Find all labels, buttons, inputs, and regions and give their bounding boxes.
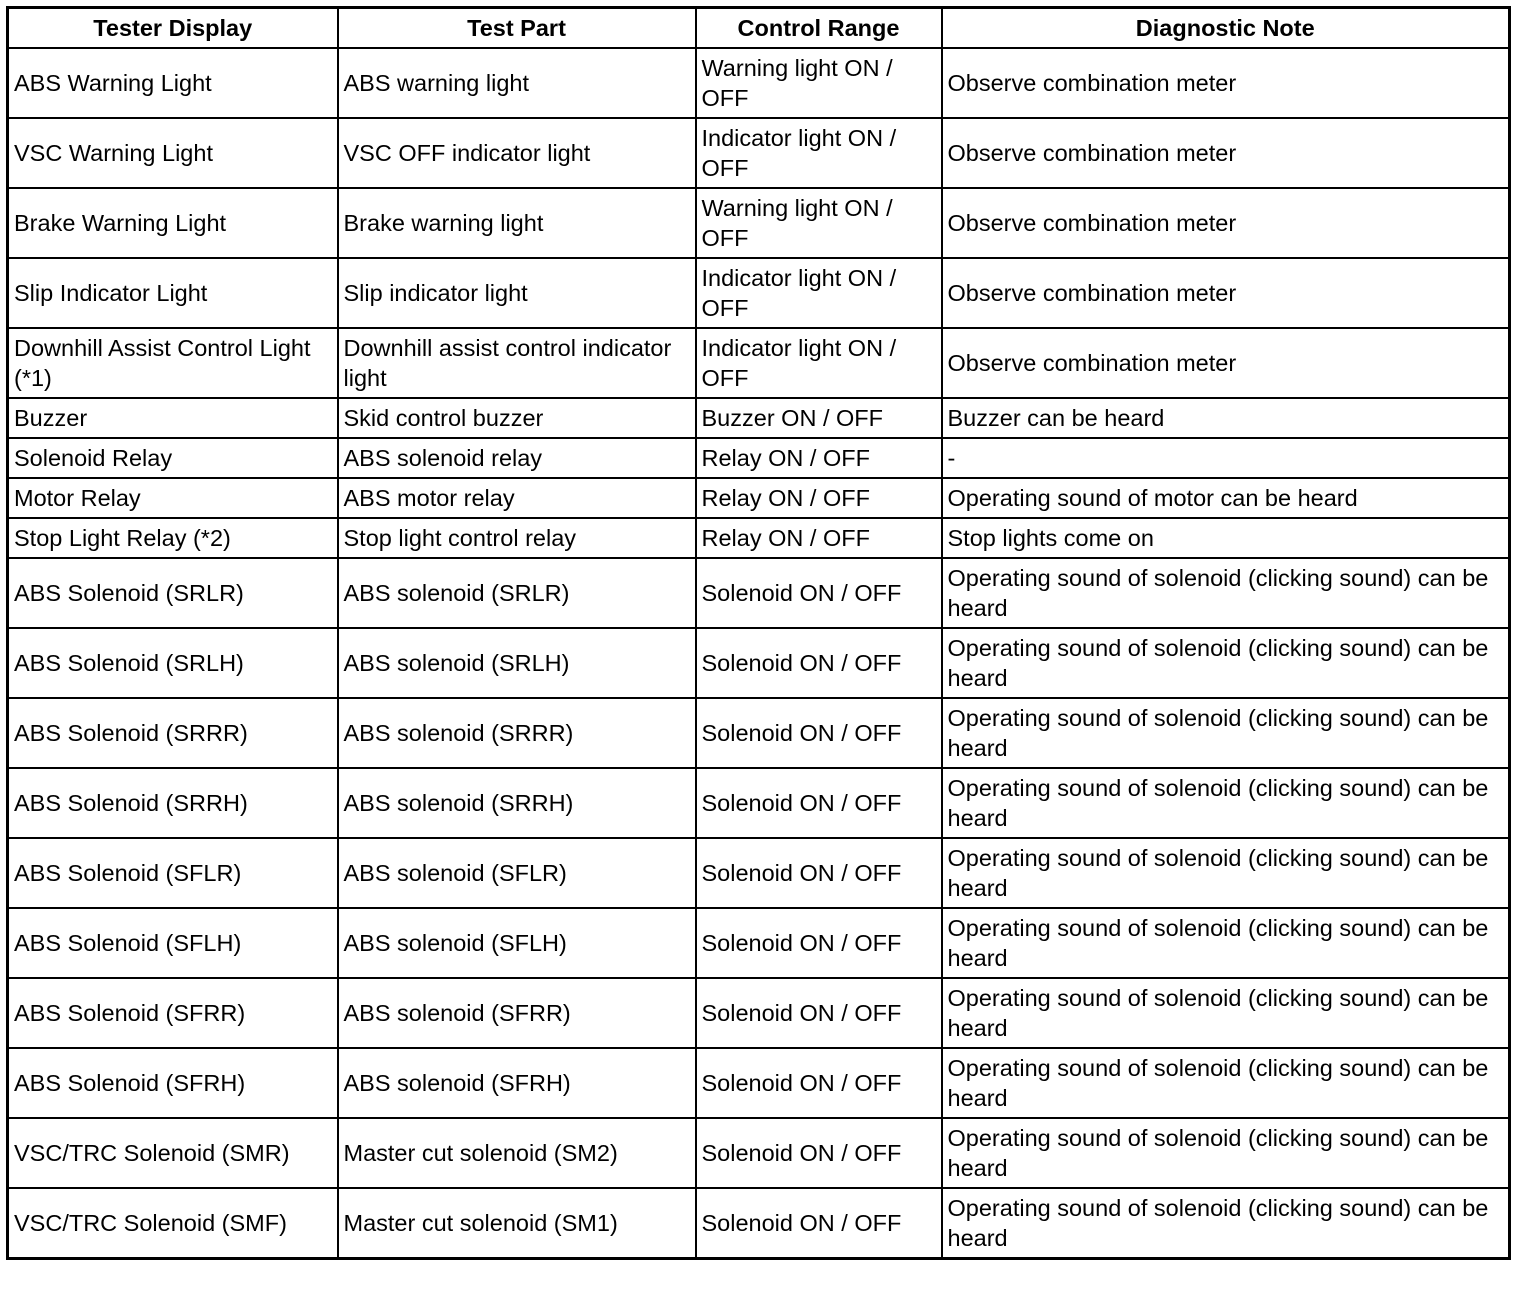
cell-test-part: Brake warning light <box>338 188 696 258</box>
cell-diagnostic-note: Buzzer can be heard <box>942 398 1510 438</box>
header-tester-display: Tester Display <box>8 8 338 49</box>
cell-test-part: Downhill assist control indicator light <box>338 328 696 398</box>
table-row <box>8 328 1510 398</box>
table-row <box>8 478 1510 518</box>
cell-diagnostic-note: Observe combination meter <box>942 188 1510 258</box>
table-row <box>8 188 1510 258</box>
cell-test-part: Master cut solenoid (SM1) <box>338 1188 696 1259</box>
cell-control-range: Solenoid ON / OFF <box>696 1188 942 1259</box>
cell-control-range: Solenoid ON / OFF <box>696 1118 942 1188</box>
cell-diagnostic-note: Observe combination meter <box>942 328 1510 398</box>
table-row <box>8 258 1510 328</box>
cell-diagnostic-note: Observe combination meter <box>942 48 1510 118</box>
cell-control-range: Buzzer ON / OFF <box>696 398 942 438</box>
cell-control-range: Solenoid ON / OFF <box>696 908 942 978</box>
table-row <box>8 908 1510 978</box>
cell-tester-display: ABS Warning Light <box>8 48 338 118</box>
cell-control-range: Relay ON / OFF <box>696 518 942 558</box>
cell-control-range: Solenoid ON / OFF <box>696 768 942 838</box>
header-diagnostic-note: Diagnostic Note <box>942 8 1510 49</box>
cell-control-range: Indicator light ON / OFF <box>696 258 942 328</box>
cell-diagnostic-note: Operating sound of solenoid (clicking sound) can be heard <box>942 558 1510 628</box>
header-control-range: Control Range <box>696 8 942 49</box>
cell-test-part: Skid control buzzer <box>338 398 696 438</box>
cell-test-part: ABS solenoid (SFRR) <box>338 978 696 1048</box>
active-test-table-sheet <box>6 6 1508 1260</box>
cell-control-range: Solenoid ON / OFF <box>696 628 942 698</box>
cell-control-range: Solenoid ON / OFF <box>696 698 942 768</box>
table-row <box>8 1118 1510 1188</box>
cell-diagnostic-note: Operating sound of solenoid (clicking sound) can be heard <box>942 1118 1510 1188</box>
cell-diagnostic-note: Operating sound of solenoid (clicking sound) can be heard <box>942 1188 1510 1259</box>
active-test-table <box>6 6 1511 1260</box>
cell-test-part: ABS solenoid (SFLR) <box>338 838 696 908</box>
cell-tester-display: ABS Solenoid (SFRH) <box>8 1048 338 1118</box>
cell-tester-display: VSC Warning Light <box>8 118 338 188</box>
cell-tester-display: Solenoid Relay <box>8 438 338 478</box>
cell-tester-display: ABS Solenoid (SFLR) <box>8 838 338 908</box>
table-row <box>8 518 1510 558</box>
table-row <box>8 438 1510 478</box>
cell-tester-display: VSC/TRC Solenoid (SMR) <box>8 1118 338 1188</box>
table-header-row <box>8 8 1510 49</box>
table-row <box>8 698 1510 768</box>
cell-test-part: ABS solenoid (SRRH) <box>338 768 696 838</box>
table-row <box>8 118 1510 188</box>
cell-control-range: Indicator light ON / OFF <box>696 118 942 188</box>
cell-control-range: Warning light ON / OFF <box>696 48 942 118</box>
cell-test-part: ABS motor relay <box>338 478 696 518</box>
cell-diagnostic-note: Operating sound of solenoid (clicking sound) can be heard <box>942 838 1510 908</box>
cell-tester-display: ABS Solenoid (SFLH) <box>8 908 338 978</box>
cell-test-part: ABS solenoid (SFRH) <box>338 1048 696 1118</box>
cell-tester-display: Brake Warning Light <box>8 188 338 258</box>
cell-diagnostic-note: Observe combination meter <box>942 258 1510 328</box>
cell-diagnostic-note: Operating sound of solenoid (clicking sound) can be heard <box>942 978 1510 1048</box>
table-row <box>8 1048 1510 1118</box>
cell-control-range: Solenoid ON / OFF <box>696 1048 942 1118</box>
cell-tester-display: ABS Solenoid (SRLH) <box>8 628 338 698</box>
cell-test-part: ABS warning light <box>338 48 696 118</box>
header-test-part: Test Part <box>338 8 696 49</box>
cell-tester-display: Stop Light Relay (*2) <box>8 518 338 558</box>
table-row <box>8 1188 1510 1259</box>
cell-test-part: ABS solenoid relay <box>338 438 696 478</box>
cell-diagnostic-note: Observe combination meter <box>942 118 1510 188</box>
cell-tester-display: ABS Solenoid (SRRH) <box>8 768 338 838</box>
cell-test-part: VSC OFF indicator light <box>338 118 696 188</box>
cell-control-range: Relay ON / OFF <box>696 478 942 518</box>
cell-tester-display: Motor Relay <box>8 478 338 518</box>
cell-control-range: Solenoid ON / OFF <box>696 978 942 1048</box>
cell-control-range: Relay ON / OFF <box>696 438 942 478</box>
cell-diagnostic-note: Operating sound of solenoid (clicking sound) can be heard <box>942 628 1510 698</box>
cell-diagnostic-note: - <box>942 438 1510 478</box>
cell-test-part: ABS solenoid (SRLH) <box>338 628 696 698</box>
cell-diagnostic-note: Operating sound of solenoid (clicking sound) can be heard <box>942 698 1510 768</box>
cell-test-part: ABS solenoid (SRLR) <box>338 558 696 628</box>
cell-test-part: Master cut solenoid (SM2) <box>338 1118 696 1188</box>
table-row <box>8 768 1510 838</box>
cell-test-part: Slip indicator light <box>338 258 696 328</box>
cell-control-range: Solenoid ON / OFF <box>696 558 942 628</box>
table-row <box>8 978 1510 1048</box>
cell-control-range: Warning light ON / OFF <box>696 188 942 258</box>
cell-tester-display: ABS Solenoid (SRLR) <box>8 558 338 628</box>
table-row <box>8 558 1510 628</box>
cell-test-part: ABS solenoid (SFLH) <box>338 908 696 978</box>
cell-test-part: ABS solenoid (SRRR) <box>338 698 696 768</box>
cell-diagnostic-note: Stop lights come on <box>942 518 1510 558</box>
table-row <box>8 48 1510 118</box>
cell-tester-display: VSC/TRC Solenoid (SMF) <box>8 1188 338 1259</box>
cell-control-range: Solenoid ON / OFF <box>696 838 942 908</box>
cell-tester-display: Downhill Assist Control Light (*1) <box>8 328 338 398</box>
cell-control-range: Indicator light ON / OFF <box>696 328 942 398</box>
cell-diagnostic-note: Operating sound of solenoid (clicking sound) can be heard <box>942 908 1510 978</box>
table-row <box>8 838 1510 908</box>
cell-tester-display: ABS Solenoid (SFRR) <box>8 978 338 1048</box>
cell-diagnostic-note: Operating sound of motor can be heard <box>942 478 1510 518</box>
cell-diagnostic-note: Operating sound of solenoid (clicking sound) can be heard <box>942 768 1510 838</box>
cell-test-part: Stop light control relay <box>338 518 696 558</box>
table-row <box>8 398 1510 438</box>
cell-tester-display: ABS Solenoid (SRRR) <box>8 698 338 768</box>
cell-tester-display: Slip Indicator Light <box>8 258 338 328</box>
table-row <box>8 628 1510 698</box>
cell-diagnostic-note: Operating sound of solenoid (clicking sound) can be heard <box>942 1048 1510 1118</box>
cell-tester-display: Buzzer <box>8 398 338 438</box>
